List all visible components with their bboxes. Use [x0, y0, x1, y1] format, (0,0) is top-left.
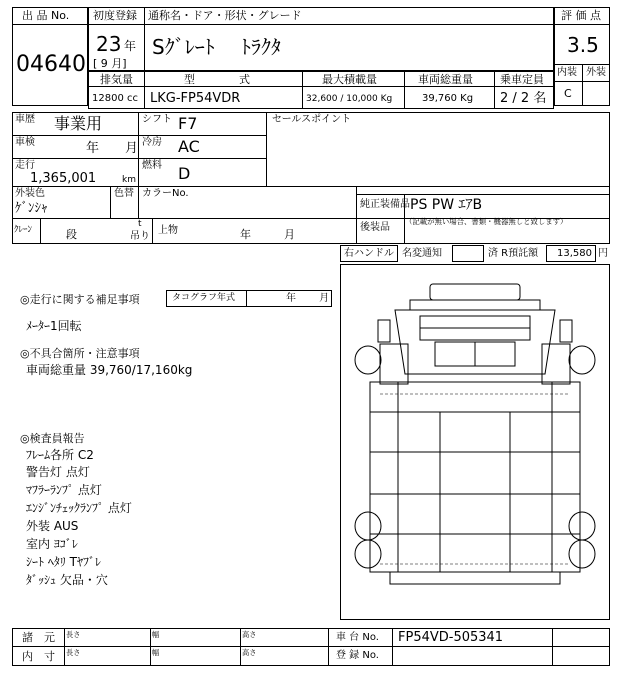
deposit-label: 済 R預託額: [488, 248, 539, 259]
inspection-label: 車検: [15, 137, 35, 148]
equip-top-line: [356, 194, 610, 195]
inspector-title: ◎検査員報告: [20, 432, 85, 445]
first-reg-year: 23: [96, 32, 122, 56]
yen-label: 円: [598, 248, 608, 259]
color-col-1: [110, 186, 111, 218]
crane-lift-divider: [152, 218, 153, 244]
specs-divider: [88, 86, 554, 87]
lot-label: 出 品 No.: [22, 9, 70, 22]
score-label: 評 価 点: [561, 9, 601, 22]
chassis-label: 車 台 No.: [336, 632, 379, 643]
interior-label: 内装: [557, 67, 577, 78]
car-name-header-divider: [88, 24, 554, 25]
dims-length-label: 長さ: [66, 631, 81, 640]
color-no-label: 色替: [114, 188, 134, 199]
max-load-label: 最大積載量: [322, 73, 377, 86]
fuel-label: 燃料: [142, 160, 162, 171]
equip-value: PS PW ｴｱB: [410, 197, 483, 213]
footer-row-divider: [12, 646, 610, 647]
ac-label: 冷房: [142, 137, 162, 148]
footer-col-5: [392, 628, 393, 666]
fuel-value: D: [178, 164, 191, 183]
inspector-line: 警告灯 点灯: [26, 465, 90, 479]
dims-width-label: 幅: [152, 631, 160, 640]
mileage-label: 走行: [15, 160, 35, 171]
capacity-value: 2 / 2 名: [500, 91, 547, 106]
name-change-box: [452, 245, 484, 262]
gross-weight-value: 39,760 Kg: [422, 93, 474, 104]
defect-note: 車両総重量 39,760/17,160kg: [26, 363, 193, 377]
aftermarket-note: （記載が無い場合、書類・機器無しと致します）: [405, 218, 568, 227]
specs-col-2: [302, 71, 303, 109]
truck-diagram: [340, 264, 610, 620]
inspector-line: ｴﾝｼﾞﾝﾁｪｯｸﾗﾝﾌﾟ 点灯: [26, 501, 132, 515]
aftermarket-label: 後装品: [360, 222, 390, 233]
ext-color-label: 外装色: [15, 188, 45, 199]
lot-number: 04640: [16, 52, 86, 77]
info-col-1: [138, 112, 139, 186]
crane-label-divider: [40, 218, 41, 244]
defect-title: ◎不具合箇所・注意事項: [20, 347, 140, 360]
footer-col-2: [150, 628, 151, 666]
ac-value: AC: [178, 137, 200, 156]
lot-header-divider: [12, 24, 88, 25]
first-reg-year-unit: 年: [124, 39, 137, 53]
model-label: 型 式: [184, 73, 250, 86]
crane-label: ｸﾚｰﾝ: [14, 225, 33, 235]
displacement-label: 排気量: [100, 73, 133, 86]
info-row-3: [12, 186, 610, 187]
inspection-value: 年 月: [86, 141, 139, 156]
shift-label: シフト: [142, 114, 172, 125]
history-value: 事業用: [54, 114, 103, 133]
tacho-label: タコグラフ年式: [172, 293, 236, 303]
footer-col-6: [552, 628, 553, 666]
score-value: 3.5: [567, 33, 599, 57]
color-col-2: [138, 186, 139, 218]
equip-label: 純正装備品: [360, 199, 410, 210]
upper-date: 年 月: [240, 228, 295, 241]
history-label: 車歴: [15, 114, 35, 125]
gross-weight-label: 車両総重量: [418, 73, 473, 86]
reg-label: 登 録 No.: [336, 650, 379, 661]
car-name-label: 通称名・ドア・形状・グレード: [148, 9, 302, 22]
interior-grade: C: [564, 87, 572, 100]
inner-length-label: 長さ: [66, 649, 81, 658]
info-col-2: [266, 112, 267, 186]
footer-col-4: [328, 628, 329, 666]
crane-ton-mark: t: [138, 219, 142, 229]
specs-col-4: [494, 71, 495, 109]
inspector-line: ﾌﾚｰﾑ各所 C2: [26, 448, 94, 462]
inspector-line: 室内 ﾖｺﾞﾚ: [26, 537, 78, 551]
displacement-value: 12800 cc: [92, 93, 138, 104]
running-title: ◎走行に関する補足事項: [20, 293, 140, 306]
footer-col-3: [240, 628, 241, 666]
inspector-line: ﾏﾌﾗｰﾗﾝﾌﾟ 点灯: [26, 483, 102, 497]
upper-label: 上物: [158, 225, 178, 236]
crane-stage: 段: [66, 228, 77, 241]
dims-height-label: 高さ: [242, 631, 257, 640]
tacho-divider: [246, 290, 247, 307]
first-reg-label: 初度登録: [93, 9, 137, 22]
inner-width-label: 幅: [152, 649, 160, 658]
info-row-2: [12, 158, 266, 159]
info-row-1: [12, 135, 266, 136]
chassis-value: FP54VD-505341: [398, 630, 504, 645]
inspector-line: ｼｰﾄ ﾍﾀﾘ Tﾔﾌﾞﾚ: [26, 555, 101, 569]
score-header-divider: [554, 24, 610, 25]
specs-col-3: [404, 71, 405, 109]
dims-label: 諸 元: [22, 631, 55, 644]
model-value: LKG-FP54VDR: [150, 91, 241, 106]
grade-col-divider: [582, 64, 583, 106]
inner-height-label: 高さ: [242, 649, 257, 658]
max-load-value: 32,600 / 10,000 Kg: [306, 94, 393, 104]
ext-color-value: ｹﾞﾝｼｬ: [15, 201, 48, 216]
mileage-value: 1,365,001: [30, 171, 97, 186]
running-note: ﾒｰﾀｰ1回転: [26, 319, 82, 333]
rhd-label: 右ハンドル: [344, 248, 394, 259]
color-code-label: カラーNo.: [142, 188, 189, 199]
first-reg-divider: [144, 7, 145, 71]
mileage-unit: km: [122, 175, 136, 185]
footer-col-1: [64, 628, 65, 666]
tacho-value: 年 月: [286, 293, 330, 304]
specs-col-1: [144, 71, 145, 109]
deposit-value: 13,580: [557, 248, 592, 259]
car-name: Sｸﾞﾚｰﾄ ﾄﾗｸﾀ: [152, 35, 282, 59]
crane-lift: 吊り: [130, 231, 150, 242]
inner-label: 内 寸: [22, 650, 55, 663]
inspector-line: ﾀﾞｯｼｭ 欠品・穴: [26, 573, 108, 587]
sales-point-label: セールスポイント: [272, 114, 352, 125]
exterior-label: 外装: [586, 67, 606, 78]
capacity-label: 乗車定員: [500, 73, 544, 86]
footer-box: [12, 628, 610, 666]
shift-value: F7: [178, 114, 198, 133]
name-change-label: 名変通知: [402, 248, 442, 259]
first-reg-month: [ 9 月]: [93, 57, 127, 70]
inspector-line: 外装 AUS: [26, 519, 79, 533]
